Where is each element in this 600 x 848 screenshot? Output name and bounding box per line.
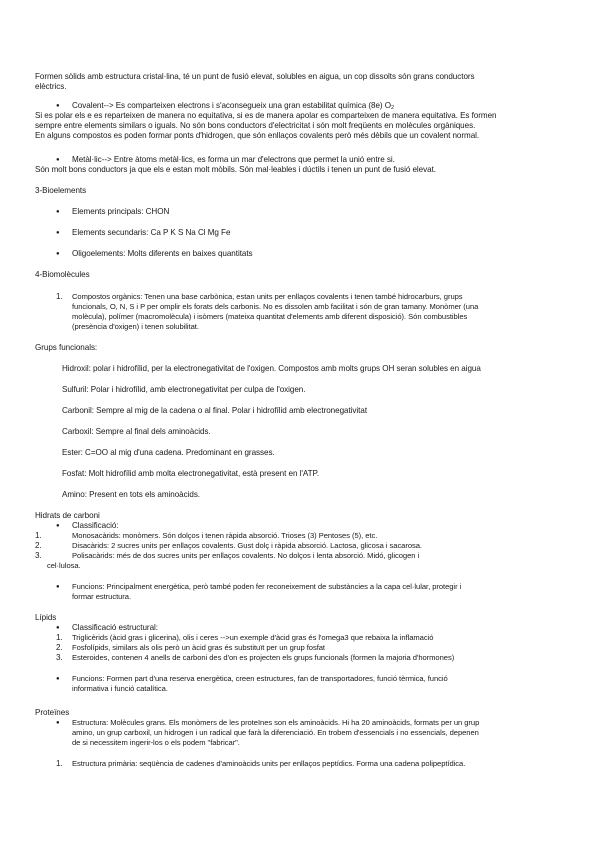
bullet-dot: ● <box>56 103 60 109</box>
bullet-dot: ● <box>56 157 60 163</box>
proteines-estructura-2: amino, un grup carboxil, un hidrogen i un radical que farà la diferenciació. En trobem d'essencials i no essencials, depenen <box>72 728 479 737</box>
bioelement-item: Elements principals: CHON <box>72 207 170 216</box>
biomolecules-line-1: Compostos orgànics: Tenen una base carbònica, estan units per enllaços covalents i tenen també hidrocarburs, grups <box>72 292 463 301</box>
list-number: 1. <box>35 531 42 540</box>
bullet-dot: ● <box>56 720 60 726</box>
bullet-dot: ● <box>56 209 60 215</box>
bioelement-item: Elements secundaris: Ca P K S Na Cl Mg Fe <box>72 228 231 237</box>
bullet-dot: ● <box>56 230 60 236</box>
covalent-line-2: sempre entre elements similars o iguals. No són bons conductors d'electricitat i són molt freqüents en molècules orgàniques. <box>35 121 476 130</box>
metallic-bullet: Metàl·lic--> Entre àtoms metàl·lics, es forma un mar d'electrons que permet la unió entre si. <box>72 155 395 164</box>
intro-line-2: elèctrics. <box>35 82 67 91</box>
lipids-funcions-1: Funcions: Formen part d'una reserva energètica, creen estructures, fan de transportadores, funció tèrmica, funció <box>72 674 448 683</box>
list-number: 3. <box>35 551 42 560</box>
biomolecules-heading: 4-Biomolècules <box>35 270 90 279</box>
lipids-heading: Lípids <box>35 613 57 622</box>
grup-item: Sulfuril: Polar i hidrofílid, amb electronegativitat per culpa de l'oxigen. <box>62 385 306 394</box>
list-number: 1. <box>56 633 63 642</box>
proteines-heading: Proteïnes <box>35 708 70 717</box>
list-number: 1. <box>56 292 63 301</box>
lipids-item: Esteroides, contenen 4 anells de carboni des d'on es projecten els grups funcionals (formen la majoria d'hormones) <box>72 653 455 662</box>
metallic-line-1: Són molt bons conductors ja que els e estan molt mòbils. Són mal·leables i dúctils i tenen un punt de fusió elevat. <box>35 165 436 174</box>
grup-item: Ester: C=OO al mig d'una cadena. Predominant en grasses. <box>62 448 275 457</box>
intro-line-1: Formen sòlids amb estructura cristal·lina, té un punt de fusió elevat, solubles en aigua, un cop dissolts són grans conductors <box>35 72 475 81</box>
bullet-dot: ● <box>56 625 60 631</box>
hidrats-item: Disacàrids: 2 sucres units per enllaços covalents. Gust dolç i ràpida absorció. Lactosa, glicosa i sacarosa. <box>72 541 422 550</box>
bioelement-item: Oligoelements: Molts diferents en baixes quantitats <box>72 249 253 258</box>
proteines-estructura-1: Estructura: Molècules grans. Els monòmers de les proteïnes son els aminoàcids. Hi ha 20 aminoàcids, formats per un grup <box>72 718 480 727</box>
bioelements-heading: 3-Bioelements <box>35 186 87 195</box>
proteines-item: Estructura primària: seqüència de cadenes d'aminoàcids units per enllaços peptídics. Forma una cadena polipeptídica. <box>72 759 466 768</box>
hidrats-item-continuation: cel·lulosa. <box>47 561 81 570</box>
biomolecules-line-3: molècula), polímer (macromolècula) i isòmers (mateixa quantitat d'elements amb diferent disposició). Són combustibles <box>72 312 468 321</box>
list-number: 2. <box>35 541 42 550</box>
bullet-dot: ● <box>56 676 60 682</box>
hidrats-funcions-1: Funcions: Principalment energètica, però també poden fer reconeixement de substàncies a la capa cel·lular, protegir i <box>72 582 462 591</box>
hidrats-item: Monosacàrids: monòmers. Són dolços i tenen ràpida absorció. Trioses (3) Pentoses (5), etc. <box>72 531 378 540</box>
covalent-bullet-text: Covalent--> Es comparteixen electrons i s'aconsegueix una gran estabilitat química (8e) O <box>72 101 391 110</box>
covalent-line-3: En alguns compostos es poden formar ponts d'hidrogen, que són enllaços covalents però més dèbils que un covalent normal. <box>35 131 480 140</box>
bullet-dot: ● <box>56 523 60 529</box>
list-number: 3. <box>56 653 63 662</box>
grups-heading: Grups funcionals: <box>35 343 98 352</box>
hidrats-item: Polisacàrids: més de dos sucres units per enllaços covalents. No dolços i lenta absorció. Midó, glicogen i <box>72 551 420 560</box>
covalent-line-1: Si es polar els e es reparteixen de manera no equitativa, si es de manera apolar es comparteixen de manera equitativa. Es formen <box>35 111 497 120</box>
proteines-estructura-3: de si necessitem ingerir-los o els podem "fabricar". <box>72 738 240 747</box>
lipids-funcions-2: informativa i funció catalítica. <box>72 684 168 693</box>
lipids-classificacio: Classificació estructural: <box>72 623 158 632</box>
hidrats-funcions-2: formar estructura. <box>72 592 132 601</box>
biomolecules-line-2: funcionals, O, N, S i P per omplir els forats dels carbonis. No es dissolen amb facilitat i són de gran tamany. Monòmer (una <box>72 302 479 311</box>
bullet-dot: ● <box>56 584 60 590</box>
bullet-dot: ● <box>56 251 60 257</box>
grup-item: Carboxil: Sempre al final dels aminoàcids. <box>62 427 211 436</box>
covalent-subscript: 2 <box>391 105 395 111</box>
grup-item: Fosfat: Molt hidrofílid amb molta electronegativitat, està present en l'ATP. <box>62 469 320 478</box>
lipids-item: Triglicèrids (àcid gras i glicerina), olis i ceres -->un exemple d'àcid gras és l'omega3 que rebaixa la inflamació <box>72 633 434 642</box>
hidrats-heading: Hidrats de carboni <box>35 511 100 520</box>
biomolecules-line-4: (presència d'oxigen) i tenen solubilitat. <box>72 322 199 331</box>
covalent-bullet <box>72 101 394 111</box>
list-number: 1. <box>56 759 63 768</box>
lipids-item: Fosfolípids, similars als olis però un àcid gras és substituït per un grup fosfat <box>72 643 325 652</box>
grup-item: Hidroxil: polar i hidrofílid, per la electronegativitat de l'oxigen. Compostos amb molts grups OH seran solubles en aigua <box>62 364 481 373</box>
list-number: 2. <box>56 643 63 652</box>
grup-item: Amino: Present en tots els aminoàcids. <box>62 490 201 499</box>
hidrats-classificacio: Classificació: <box>72 521 119 530</box>
grup-item: Carbonil: Sempre al mig de la cadena o al final. Polar i hidrofílid amb electronegativitat <box>62 406 368 415</box>
